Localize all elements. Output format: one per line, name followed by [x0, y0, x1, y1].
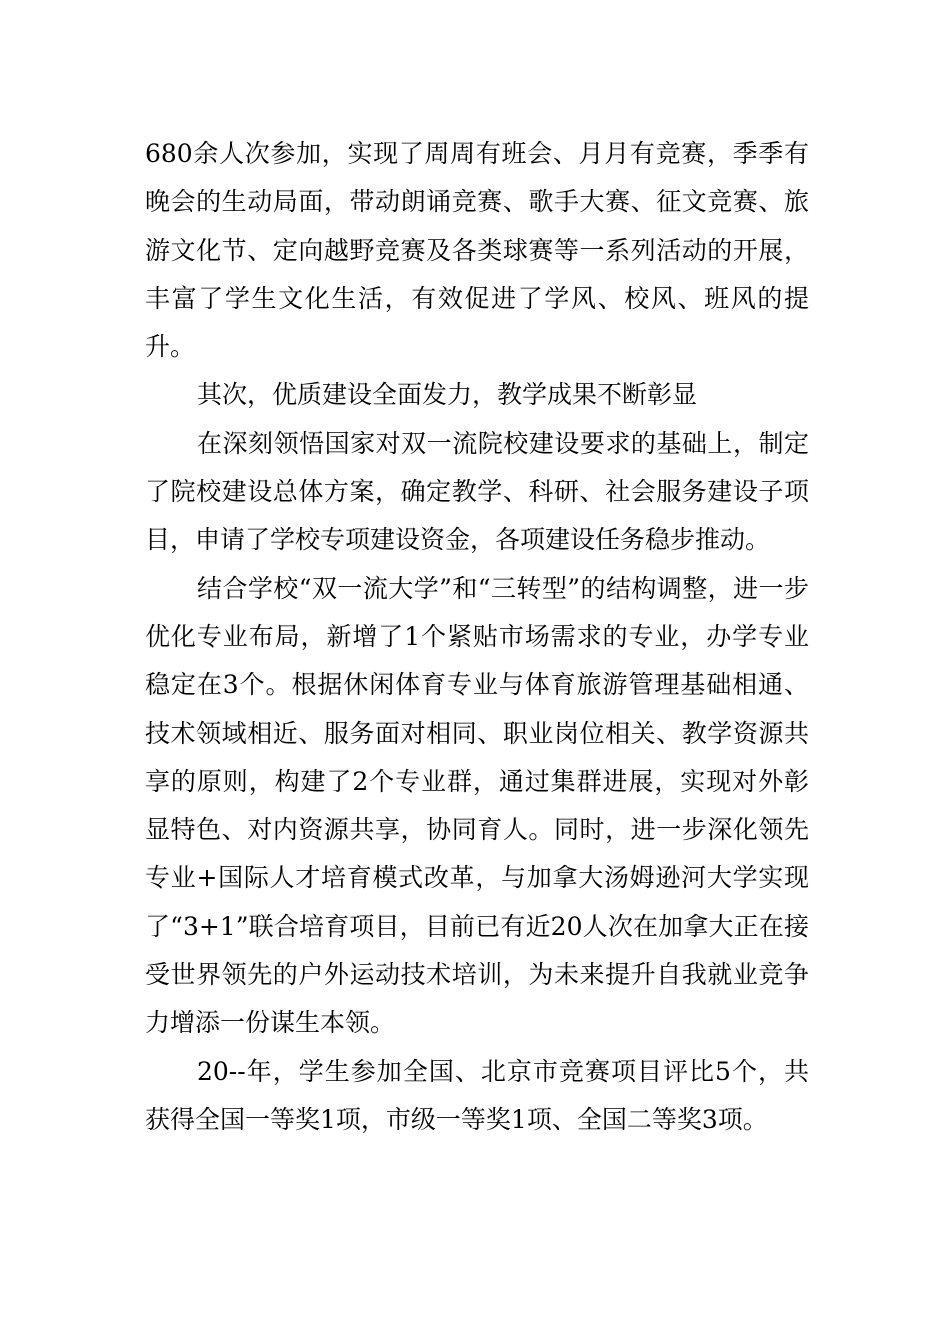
document-page: [145, 130, 809, 1144]
paragraph-major-layout: 结合学校“双一流大学”和“三转型”的结构调整，进一步优化专业布局，新增了1个紧贴市场需求的专业，办学专业稳定在3个。根据休闲体育专业与体育旅游管理基础相通、技术领域相近、服务面对相同、职业岗位相关、教学资源共享的原则，构建了2个专业群，通过集群进展，实现对外彰显特色、对内资源共享，协同育人。同时，进一步深化领先专业+国际人才培育模式改革，与加拿大汤姆逊河大学实现了“3+1”联合培育项目，目前已有近20人次在加拿大正在接受世界领先的户外运动技术培训，为未来提升自我就业竞争力增添一份谋生本领。: [145, 573, 809, 1038]
section-heading-quality-construction: 其次，优质建设全面发力，教学成果不断彰显: [197, 380, 698, 410]
paragraph-participation: 680余人次参加，实现了周周有班会、月月有竞赛，季季有晚会的生动局面，带动朗诵竞赛、歌手大赛、征文竞赛、旅游文化节、定向越野竞赛及各类球赛等一系列活动的开展，丰富了学生文化生活，有效促进了学风、校风、班风的提升。: [145, 139, 809, 362]
paragraph-competition-awards: 20--年，学生参加全国、北京市竞赛项目评比5个，共获得全国一等奖1项，市级一等奖1项、全国二等奖3项。: [145, 1056, 809, 1134]
paragraph-construction-plan: 在深刻领悟国家对双一流院校建设要求的基础上，制定了院校建设总体方案，确定教学、科研、社会服务建设子项目，申请了学校专项建设资金，各项建设任务稳步推动。: [145, 428, 809, 555]
